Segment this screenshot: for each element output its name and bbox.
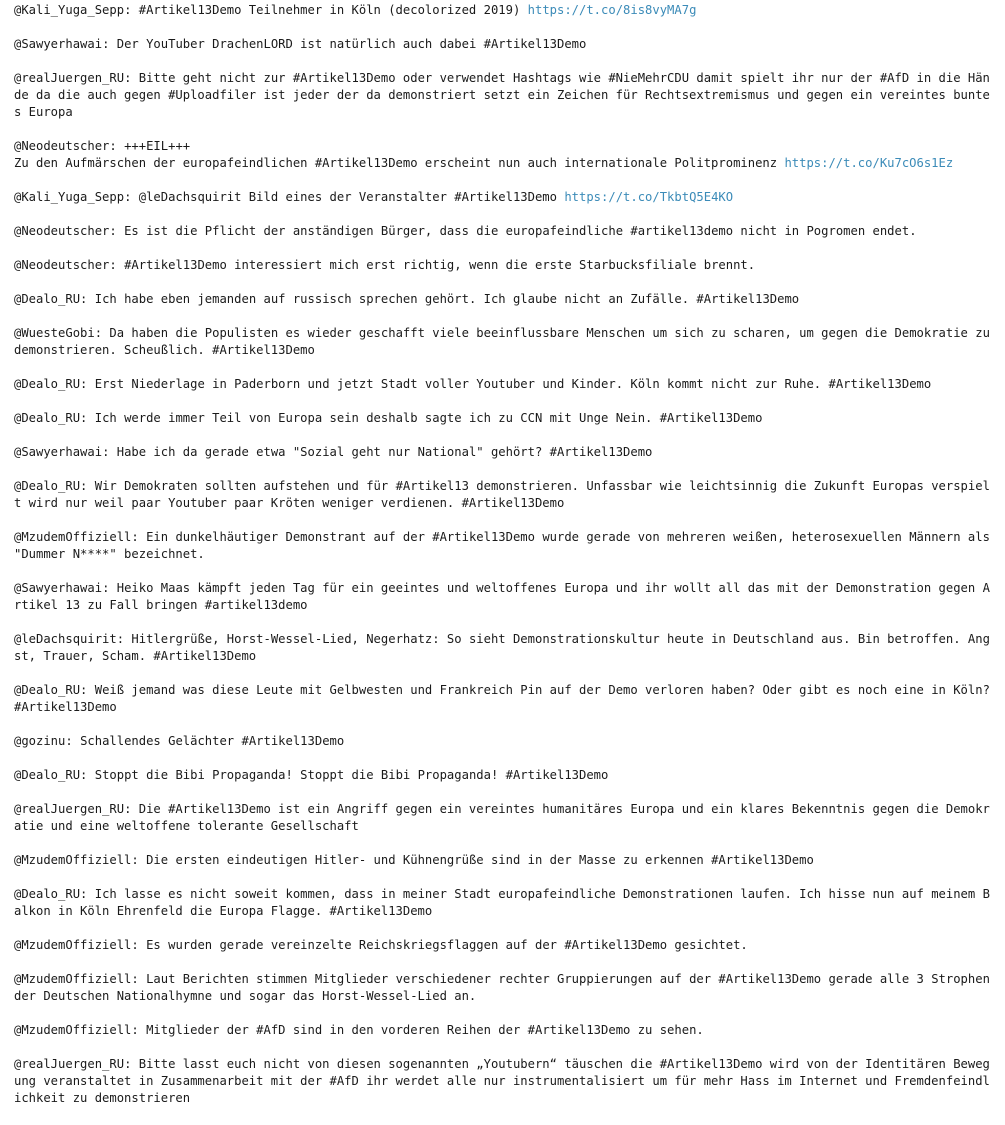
author-separator: :: [94, 326, 110, 340]
tweet-author[interactable]: @realJuergen_RU: [14, 802, 125, 816]
tweet-entry: [14, 376, 994, 393]
author-separator: :: [65, 734, 81, 748]
tweet-author[interactable]: @Sawyerhawai: [14, 581, 103, 595]
tweet-author[interactable]: @MzudemOffiziell: [14, 972, 132, 986]
tweet-link[interactable]: https://t.co/TkbtQ5E4KO: [564, 190, 734, 204]
tweet-text: Hitlergrüße, Horst-Wessel-Lied, Negerhatz: So sieht Demonstrationskultur heute in Deutschland aus. Bin betroffen. Angst, Trauer, Scham. #Artikel13Demo: [14, 632, 990, 663]
author-separator: :: [124, 71, 139, 85]
tweet-text: Mitglieder der #AfD sind in den vorderen Reihen der #Artikel13Demo zu sehen.: [146, 1023, 704, 1037]
tweet-text: Da haben die Populisten es wieder geschafft viele beeinflussbare Menschen um sich zu scharen, um gegen die Demokratie zu demonstrieren. Scheußlich. #Artikel13Demo: [14, 326, 998, 357]
author-separator: :: [131, 972, 147, 986]
author-separator: :: [131, 853, 147, 867]
tweet-text: Ich habe eben jemanden auf russisch sprechen gehört. Ich glaube nicht an Zufälle. #Artikel13Demo: [94, 292, 800, 306]
tweet-text: Stoppt die Bibi Propaganda! Stoppt die Bibi Propaganda! #Artikel13Demo: [94, 768, 609, 782]
tweet-entry: [14, 682, 998, 716]
tweet-author[interactable]: @Neodeutscher: [14, 224, 110, 238]
tweet-feed: [14, 2, 998, 1107]
tweet-entry: [14, 1056, 994, 1107]
author-separator: :: [80, 292, 95, 306]
tweet-text: Heiko Maas kämpft jeden Tag für ein geeintes und weltoffenes Europa und ihr wollt all das mit der Demonstration gegen Artikel 13 zu Fall bringen #artikel13demo: [14, 581, 990, 612]
tweet-text: Bitte geht nicht zur #Artikel13Demo oder verwendet Hashtags wie #NieMehrCDU damit spielt ihr nur der #AfD in die Hände da die auch gegen #Uploadfiler ist jeder der da demonstriert setzt ein Zeichen für Rechtsextremismus und gegen ein vereintes buntes Europa: [14, 71, 990, 119]
tweet-text: Schallendes Gelächter #Artikel13Demo: [80, 734, 345, 748]
tweet-text: Habe ich da gerade etwa "Sozial geht nur National" gehört? #Artikel13Demo: [116, 445, 653, 459]
tweet-author[interactable]: @Dealo_RU: [14, 479, 81, 493]
tweet-text: Wir Demokraten sollten aufstehen und für #Artikel13 demonstrieren. Unfassbar wie leichtsinnig die Zukunft Europas verspielt wird nur weil paar Youtuber paar Kröten weniger verdienen. #Artikel13Demo: [14, 479, 990, 510]
tweet-author[interactable]: @Dealo_RU: [14, 768, 81, 782]
tweet-author[interactable]: @WuesteGobi: [14, 326, 95, 340]
author-separator: :: [80, 683, 95, 697]
tweet-text: Die #Artikel13Demo ist ein Angriff gegen ein vereintes humanitäres Europa und ein klares Bekenntnis gegen die Demokratie und eine weltoffene tolerante Gesellschaft: [14, 802, 990, 833]
tweet-entry: [14, 733, 994, 750]
author-separator: :: [80, 768, 95, 782]
tweet-text: Laut Berichten stimmen Mitglieder verschiedener rechter Gruppierungen auf der #Artikel13Demo gerade alle 3 Strophen der Deutschen Nationalhymne und sogar das Horst-Wessel-Lied an.: [14, 972, 998, 1003]
tweet-entry: [14, 70, 994, 121]
author-separator: :: [80, 479, 95, 493]
author-separator: :: [109, 139, 125, 153]
tweet-author[interactable]: @Dealo_RU: [14, 411, 81, 425]
tweet-entry: [14, 138, 994, 172]
tweet-entry: [14, 529, 998, 563]
tweet-entry: [14, 767, 994, 784]
tweet-text: #Artikel13Demo interessiert mich erst richtig, wenn die erste Starbucksfiliale brennt.: [124, 258, 756, 272]
tweet-author[interactable]: @MzudemOffiziell: [14, 938, 132, 952]
author-separator: :: [131, 1023, 147, 1037]
tweet-text: +++EIL+++ Zu den Aufmärschen der europafeindlichen #Artikel13Demo erscheint nun auch internationale Politprominenz: [14, 139, 778, 170]
tweet-author[interactable]: @Dealo_RU: [14, 377, 81, 391]
author-separator: :: [131, 938, 147, 952]
author-separator: :: [124, 3, 139, 17]
author-separator: :: [109, 258, 125, 272]
tweet-entry: [14, 631, 994, 665]
tweet-text: Bitte lasst euch nicht von diesen sogenannten „Youtubern“ täuschen die #Artikel13Demo wird von der Identitären Bewegung veranstaltet in Zusammenarbeit mit der #AfD ihr werdet alle nur instrumentalisiert um für mehr Hass im Internet und Fremdenfeindlichkeit zu demonstrieren: [14, 1057, 990, 1105]
author-separator: :: [102, 581, 117, 595]
tweet-author[interactable]: @Sawyerhawai: [14, 445, 103, 459]
tweet-entry: [14, 852, 994, 869]
author-separator: :: [124, 802, 139, 816]
tweet-author[interactable]: @MzudemOffiziell: [14, 1023, 132, 1037]
tweet-text: Der YouTuber DrachenLORD ist natürlich auch dabei #Artikel13Demo: [116, 37, 587, 51]
tweet-entry: [14, 189, 994, 206]
tweet-entry: [14, 36, 994, 53]
tweet-entry: [14, 801, 994, 835]
tweet-author[interactable]: @leDachsquirit: [14, 632, 117, 646]
author-separator: :: [109, 224, 125, 238]
tweet-text: @leDachsquirit Bild eines der Veranstalter #Artikel13Demo: [138, 190, 565, 204]
tweet-entry: [14, 291, 994, 308]
tweet-author[interactable]: @realJuergen_RU: [14, 1057, 125, 1071]
tweet-entry: [14, 886, 994, 920]
tweet-entry: [14, 410, 994, 427]
tweet-author[interactable]: @Kali_Yuga_Sepp: [14, 190, 125, 204]
tweet-entry: [14, 478, 994, 512]
tweet-link[interactable]: https://t.co/8is8vyMA7g: [527, 3, 697, 17]
tweet-entry: [14, 971, 998, 1005]
tweet-entry: [14, 325, 998, 359]
tweet-author[interactable]: @Sawyerhawai: [14, 37, 103, 51]
tweet-author[interactable]: @Neodeutscher: [14, 258, 110, 272]
author-separator: :: [116, 632, 132, 646]
tweet-author[interactable]: @Neodeutscher: [14, 139, 110, 153]
tweet-text: Es ist die Pflicht der anständigen Bürger, dass die europafeindliche #artikel13demo nicht in Pogromen endet.: [124, 224, 917, 238]
tweet-author[interactable]: @Dealo_RU: [14, 683, 81, 697]
tweet-entry: [14, 1022, 994, 1039]
tweet-entry: [14, 2, 994, 19]
tweet-text: Es wurden gerade vereinzelte Reichskriegsflaggen auf der #Artikel13Demo gesichtet.: [146, 938, 748, 952]
author-separator: :: [124, 1057, 139, 1071]
tweet-entry: [14, 580, 994, 614]
author-separator: :: [102, 445, 117, 459]
tweet-text: Ich werde immer Teil von Europa sein deshalb sagte ich zu CCN mit Unge Nein. #Artikel13Demo: [94, 411, 763, 425]
tweet-entry: [14, 223, 994, 240]
tweet-author[interactable]: @Dealo_RU: [14, 292, 81, 306]
tweet-author[interactable]: @MzudemOffiziell: [14, 530, 132, 544]
tweet-text: Weiß jemand was diese Leute mit Gelbwesten und Frankreich Pin auf der Demo verloren haben? Oder gibt es noch eine in Köln? #Artikel13Demo: [14, 683, 998, 714]
tweet-author[interactable]: @realJuergen_RU: [14, 71, 125, 85]
tweet-author[interactable]: @gozinu: [14, 734, 66, 748]
author-separator: :: [80, 887, 95, 901]
tweet-entry: [14, 937, 994, 954]
tweet-text: Erst Niederlage in Paderborn und jetzt Stadt voller Youtuber und Kinder. Köln kommt nicht zur Ruhe. #Artikel13Demo: [94, 377, 932, 391]
tweet-entry: [14, 257, 994, 274]
tweet-text: #Artikel13Demo Teilnehmer in Köln (decolorized 2019): [138, 3, 528, 17]
tweet-author[interactable]: @Dealo_RU: [14, 887, 81, 901]
author-separator: :: [102, 37, 117, 51]
tweet-author[interactable]: @MzudemOffiziell: [14, 853, 132, 867]
tweet-link[interactable]: https://t.co/Ku7cO6s1Ez: [784, 156, 954, 170]
tweet-author[interactable]: @Kali_Yuga_Sepp: [14, 3, 125, 17]
tweet-entry: [14, 444, 994, 461]
tweet-text: Ein dunkelhäutiger Demonstrant auf der #Artikel13Demo wurde gerade von mehreren weißen, heterosexuellen Männern als "Dummer N****" bezeichnet.: [14, 530, 998, 561]
tweet-text: Ich lasse es nicht soweit kommen, dass in meiner Stadt europafeindliche Demonstrationen laufen. Ich hisse nun auf meinem Balkon in Köln Ehrenfeld die Europa Flagge. #Artikel13Demo: [14, 887, 990, 918]
author-separator: :: [80, 377, 95, 391]
author-separator: :: [124, 190, 139, 204]
author-separator: :: [131, 530, 147, 544]
author-separator: :: [80, 411, 95, 425]
tweet-text: Die ersten eindeutigen Hitler- und Kühnengrüße sind in der Masse zu erkennen #Artikel13Demo: [146, 853, 814, 867]
